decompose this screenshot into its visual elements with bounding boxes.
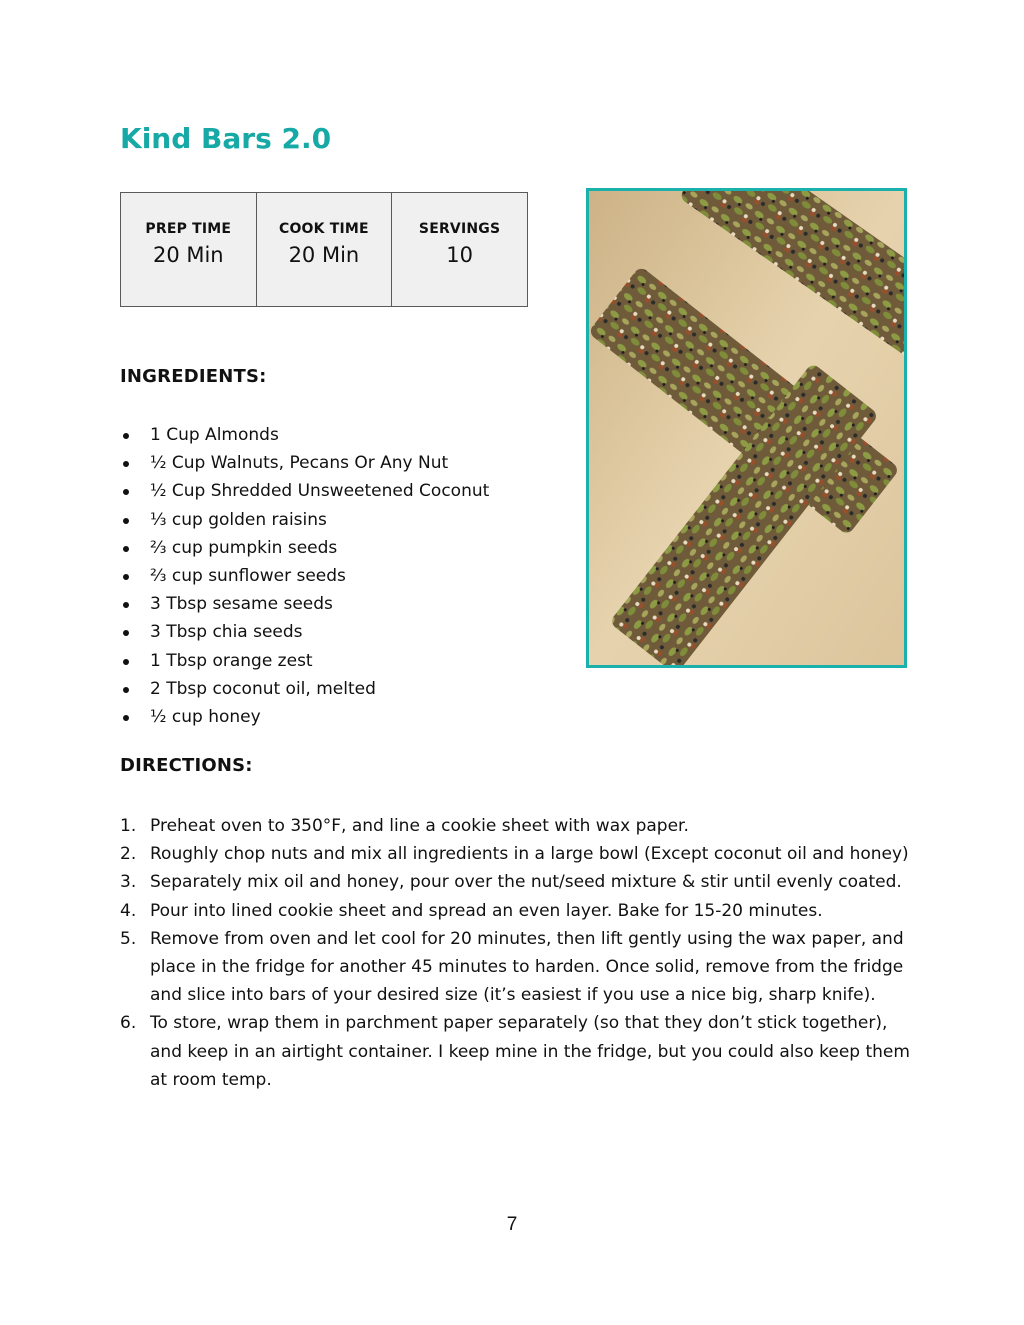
step-number: 2. bbox=[120, 844, 137, 865]
kind-bars-photo-illustration bbox=[589, 191, 904, 665]
direction-step bbox=[120, 897, 910, 925]
recipe-info-table bbox=[120, 192, 528, 307]
directions-heading: DIRECTIONS: bbox=[120, 755, 253, 776]
recipe-title: Kind Bars 2.0 bbox=[120, 122, 332, 155]
step-text: Pour into lined cookie sheet and spread an even layer. Bake for 15-20 minutes. bbox=[150, 900, 823, 921]
step-number: 3. bbox=[120, 872, 137, 893]
step-number: 6. bbox=[120, 1013, 137, 1034]
direction-step bbox=[120, 925, 910, 1010]
prep-time-cell bbox=[121, 193, 257, 307]
cook-time-value: 20 Min bbox=[288, 243, 360, 267]
direction-step bbox=[120, 812, 910, 840]
servings-label: SERVINGS bbox=[418, 221, 501, 237]
step-number: 4. bbox=[120, 900, 137, 921]
ingredient-item: 3 Tbsp chia seeds bbox=[120, 618, 489, 646]
ingredient-item: ½ cup honey bbox=[120, 703, 489, 731]
step-text: Remove from oven and let cool for 20 minutes, then lift gently using the wax paper, and place in the fridge for another 45 minutes to harden. Once solid, remove from the fridge and slice into bars of your desired size (it’s easiest if you use a nice big, sharp knife). bbox=[150, 928, 904, 1006]
ingredient-item: 2 Tbsp coconut oil, melted bbox=[120, 675, 489, 703]
cook-time-label: COOK TIME bbox=[278, 221, 369, 237]
direction-step bbox=[120, 840, 910, 868]
ingredient-item: ½ Cup Walnuts, Pecans Or Any Nut bbox=[120, 449, 489, 477]
direction-step bbox=[120, 868, 910, 896]
ingredients-heading: INGREDIENTS: bbox=[120, 366, 267, 387]
prep-time-value: 20 Min bbox=[152, 243, 224, 267]
step-number: 1. bbox=[120, 816, 137, 836]
ingredient-item: ⅓ cup golden raisins bbox=[120, 506, 489, 534]
direction-step bbox=[120, 1009, 910, 1094]
ingredient-item: ⅔ cup pumpkin seeds bbox=[120, 534, 489, 562]
step-number: 5. bbox=[120, 928, 137, 949]
recipe-photo bbox=[586, 188, 907, 668]
page-number: 7 bbox=[506, 1214, 518, 1235]
step-text: Preheat oven to 350°F, and line a cookie sheet with wax paper. bbox=[150, 816, 689, 836]
servings-value: 10 bbox=[446, 243, 473, 267]
step-text: Separately mix oil and honey, pour over the nut/seed mixture & stir until evenly coated. bbox=[150, 872, 902, 893]
ingredient-item: ⅔ cup sunflower seeds bbox=[120, 562, 489, 590]
step-text: Roughly chop nuts and mix all ingredients in a large bowl (Except coconut oil and honey) bbox=[150, 844, 909, 865]
ingredient-item: 3 Tbsp sesame seeds bbox=[120, 590, 489, 618]
ingredients-list bbox=[120, 421, 489, 731]
prep-time-label: PREP TIME bbox=[145, 221, 232, 237]
servings-cell bbox=[392, 193, 528, 307]
step-text: To store, wrap them in parchment paper separately (so that they don’t stick together), and keep in an airtight container. I keep mine in the fridge, but you could also keep them at room temp. bbox=[150, 1013, 910, 1090]
cook-time-cell bbox=[256, 193, 392, 307]
ingredient-item: 1 Tbsp orange zest bbox=[120, 647, 489, 675]
ingredient-item: ½ Cup Shredded Unsweetened Coconut bbox=[120, 477, 489, 505]
directions-list bbox=[120, 812, 910, 1094]
ingredient-item: 1 Cup Almonds bbox=[120, 421, 489, 449]
